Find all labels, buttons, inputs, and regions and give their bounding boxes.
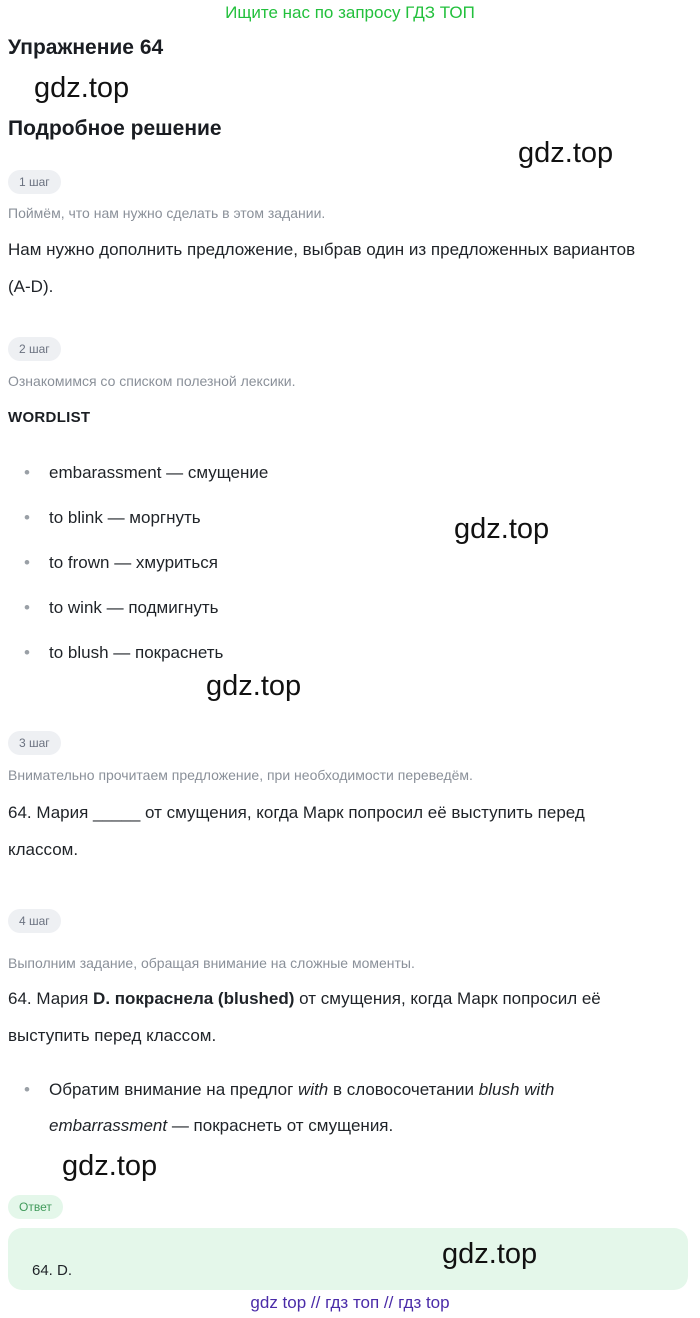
watermark: gdz.top: [206, 670, 302, 702]
step-hint: Ознакомимся со списком полезной лексики.: [8, 373, 296, 389]
solution-title: Подробное решение: [8, 117, 222, 140]
step-text: 64. Мария _____ от смущения, когда Марк попросил её выступить перед классом.: [8, 803, 585, 859]
bullet: •: [24, 598, 30, 617]
wordlist-title: WORDLIST: [8, 409, 91, 426]
bullet: •: [24, 463, 30, 482]
wordlist-item: • to wink — подмигнуть: [8, 598, 218, 618]
wordlist-item: • to blush — покраснеть: [8, 643, 223, 663]
bullet: •: [24, 643, 30, 662]
watermark: gdz.top: [62, 1150, 158, 1182]
exercise-title: Упражнение 64: [8, 36, 164, 59]
answer-text: 64. D.: [32, 1262, 73, 1279]
step-badge: 2 шаг: [8, 337, 61, 361]
footer-links[interactable]: gdz top // гдз топ // гдз top: [250, 1293, 450, 1312]
watermark: gdz.top: [518, 137, 614, 169]
step-hint: Внимательно прочитаем предложение, при необходимости переведём.: [8, 767, 473, 783]
step-badge: 3 шаг: [8, 731, 61, 755]
watermark: gdz.top: [454, 513, 550, 545]
bullet: •: [24, 1080, 30, 1099]
bullet: •: [24, 508, 30, 527]
step-hint: Выполним задание, обращая внимание на сложные моменты.: [8, 955, 415, 971]
step-badge: 4 шаг: [8, 909, 61, 933]
wordlist-item: • to blink — моргнуть: [8, 508, 201, 528]
grammar-note: • Обратим внимание на предлог with в словосочетании blush with embarrassment — покраснеть от смущения.: [24, 1072, 644, 1144]
watermark: gdz.top: [442, 1238, 538, 1270]
step-answer-sentence: 64. Мария D. покраснела (blushed) от смущения, когда Марк попросил её выступить перед классом.: [8, 989, 601, 1045]
watermark: gdz.top: [34, 72, 130, 104]
answer-highlight: D. покраснела (blushed): [93, 989, 295, 1008]
step-badge: 1 шаг: [8, 170, 61, 194]
answer-badge: Ответ: [8, 1195, 63, 1219]
wordlist-item: • embarassment — смущение: [8, 463, 268, 483]
wordlist-item: • to frown — хмуриться: [8, 553, 218, 573]
answer-box: [8, 1228, 688, 1290]
step-text: Нам нужно дополнить предложение, выбрав один из предложенных вариантов (A-D).: [8, 240, 636, 296]
bullet: •: [24, 553, 30, 572]
search-banner: Ищите нас по запросу ГДЗ ТОП: [225, 3, 475, 22]
step-hint: Поймём, что нам нужно сделать в этом задании.: [8, 205, 326, 221]
